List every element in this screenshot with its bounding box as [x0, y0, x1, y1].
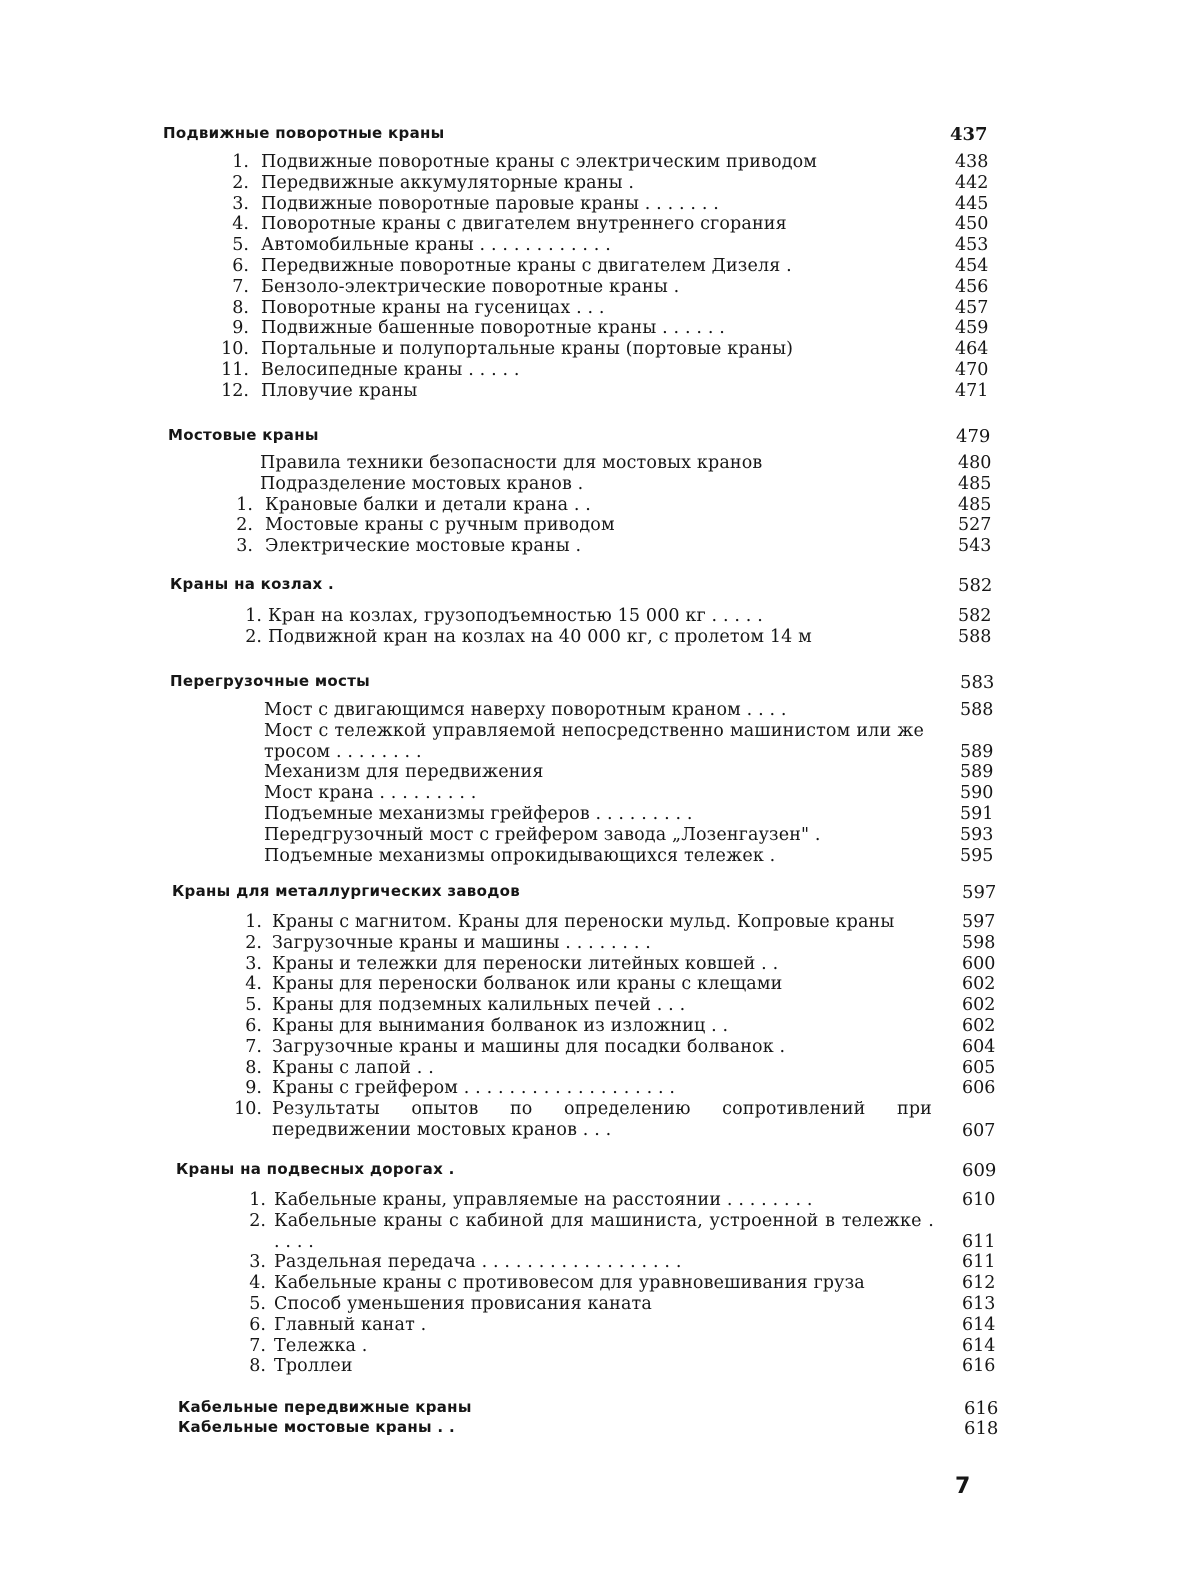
entry-page: 582 [958, 606, 992, 626]
entry-number: 2. [249, 1210, 266, 1231]
entry-number: 1. [236, 494, 253, 515]
page-number: 7 [955, 1474, 971, 1499]
toc-entry [0, 453, 1191, 474]
toc-entry [0, 1037, 1191, 1058]
entry-number: 11. [221, 359, 249, 380]
toc-entry [0, 318, 1191, 339]
entry-page: 589 [960, 762, 994, 783]
entry-title: Мост с двигающимся наверху поворотным краном . . . . [264, 700, 787, 720]
entry-page: 598 [962, 932, 996, 953]
entry-page: 457 [955, 297, 989, 318]
entry-number: 4. [232, 214, 249, 235]
entry-number: 6. [232, 255, 249, 276]
toc-entry [0, 152, 1191, 173]
section-heading [0, 882, 1191, 908]
toc-entry [0, 825, 1191, 846]
entry-page: 442 [955, 172, 989, 193]
entry-page: 600 [962, 953, 996, 974]
entry-title: Автомобильные краны . . . . . . . . . . . . [261, 235, 611, 256]
toc-entry [0, 721, 1191, 763]
entry-title: Механизм для передвижения [264, 762, 544, 783]
entry-page: 616 [962, 1356, 996, 1377]
entry-title: Подвижные башенные поворотные краны . . . . . . [261, 318, 725, 339]
entry-number: 1. [249, 1190, 266, 1210]
entry-page: 604 [962, 1036, 996, 1057]
entry-number: 8. [232, 297, 249, 318]
entry-page: 470 [955, 359, 989, 380]
toc-entry [0, 1356, 1191, 1377]
section-heading [0, 1418, 1191, 1444]
toc-entry [0, 1336, 1191, 1357]
toc-entry [0, 974, 1191, 995]
entry-number: 2. [232, 172, 249, 193]
entry-page: 613 [962, 1293, 996, 1314]
section-items [0, 1190, 1191, 1377]
section-page: 609 [962, 1160, 997, 1181]
entry-number: 1. [245, 912, 262, 932]
entry-title: Крановые балки и детали крана . . [265, 494, 592, 515]
toc-entry [0, 1078, 1191, 1099]
entry-number: 1. [245, 606, 262, 626]
entry-page: 612 [962, 1273, 996, 1294]
entry-page: 445 [955, 193, 989, 214]
entry-number: 2. [236, 515, 253, 536]
entry-page: 438 [955, 152, 989, 172]
entry-title: Подвижные поворотные краны с электрическим приводом [261, 152, 818, 172]
entry-page: 605 [962, 1057, 996, 1078]
toc-entry [0, 360, 1191, 381]
section-title: Краны на козлах . [170, 575, 334, 593]
entry-title: Подъемные механизмы опрокидывающихся тележек . [264, 845, 776, 866]
section-title: Краны на подвесных дорогах . [176, 1160, 455, 1178]
entry-title: Краны для вынимания болванок из изложниц . . [272, 1015, 729, 1036]
entry-number: 3. [236, 536, 253, 557]
entry-number: 7. [245, 1036, 262, 1057]
entry-title: Кран на козлах, грузоподъемностью 15 000 кг . . . . . [268, 606, 763, 626]
entry-number: 2. [245, 932, 262, 953]
entry-title: Краны для подземных калильных печей . . . [272, 995, 686, 1016]
entry-page: 588 [958, 626, 992, 647]
toc-entry [0, 606, 1191, 627]
entry-title: Передвижные аккумуляторные краны . [261, 172, 635, 193]
entry-number: 4. [245, 974, 262, 995]
entry-page: 597 [962, 912, 996, 932]
entry-title: Кабельные краны, управляемые на расстоянии . . . . . . . . [274, 1190, 813, 1210]
entry-number: 3. [249, 1252, 266, 1273]
section-page: 479 [956, 426, 991, 447]
entry-number: 3. [245, 953, 262, 974]
entry-number: 9. [245, 1078, 262, 1099]
toc-entry [0, 1252, 1191, 1273]
entry-title: Поворотные краны с двигателем внутреннего сгорания [261, 214, 787, 235]
toc-entry [0, 846, 1191, 867]
entry-number: 5. [232, 235, 249, 256]
entry-title: Бензоло-электрические поворотные краны . [261, 276, 680, 297]
entry-title: Загрузочные краны и машины . . . . . . . . [272, 932, 651, 953]
entry-page: 602 [962, 995, 996, 1016]
entry-number: 8. [245, 1057, 262, 1078]
section-heading [0, 426, 1191, 452]
entry-page: 614 [962, 1314, 996, 1335]
entry-number: 6. [245, 1015, 262, 1036]
toc-entry [0, 214, 1191, 235]
section-page: 597 [962, 882, 997, 903]
toc-entry [0, 700, 1191, 721]
section-page: 618 [964, 1418, 999, 1439]
entry-title: Электрические мостовые краны . [265, 536, 582, 557]
entry-number: 10. [221, 339, 249, 360]
entry-title: Тележка . [274, 1335, 368, 1356]
section-heading [0, 1160, 1191, 1186]
section-page: 437 [950, 124, 988, 145]
entry-title: Троллеи [274, 1356, 353, 1377]
section-page: 583 [960, 672, 995, 693]
entry-number: 8. [249, 1356, 266, 1377]
entry-page: 485 [958, 494, 992, 515]
entry-page: 453 [955, 235, 989, 256]
section-heading [0, 575, 1191, 601]
entry-number: 4. [249, 1273, 266, 1294]
entry-page: 485 [958, 473, 992, 494]
section-items [0, 606, 1191, 648]
entry-title: Пловучие краны [261, 380, 418, 401]
toc-entry [0, 1211, 1191, 1253]
entry-title: Кабельные краны с противовесом для уравновешивания груза [274, 1273, 865, 1294]
entry-page: 480 [958, 453, 992, 473]
entry-page: 527 [958, 515, 992, 536]
toc-entry [0, 1273, 1191, 1294]
entry-page: 611 [962, 1232, 996, 1253]
entry-title: Подъемные механизмы грейферов . . . . . . . . . [264, 803, 693, 824]
toc-entry [0, 627, 1191, 648]
entry-title: Поворотные краны на гусеницах . . . [261, 297, 605, 318]
toc-entry [0, 536, 1191, 557]
section-items [0, 912, 1191, 1141]
toc-entry [0, 1294, 1191, 1315]
entry-title: Мостовые краны с ручным приводом [265, 515, 615, 536]
entry-page: 588 [960, 700, 994, 720]
entry-page: 464 [955, 339, 989, 360]
entry-page: 450 [955, 214, 989, 235]
entry-title: Велосипедные краны . . . . . [261, 359, 520, 380]
entry-page: 593 [960, 824, 994, 845]
entry-title: Раздельная передача . . . . . . . . . . . . . . . . . . [274, 1252, 682, 1273]
entry-number: 12. [221, 380, 249, 401]
entry-title: Кабельные краны с кабиной для машиниста, устроенной в тележке . . . . . [274, 1210, 934, 1252]
entry-number: 3. [232, 193, 249, 214]
section-page: 582 [958, 575, 993, 596]
section-heading [0, 124, 1191, 150]
section-items [0, 453, 1191, 557]
entry-title: Мост с тележкой управляемой непосредственно машинистом или же тросом . . . . . . . . [264, 720, 924, 762]
entry-title: Передгрузочный мост с грейфером завода „Лозенгаузен" . [264, 824, 821, 845]
entry-title: Краны с магнитом. Краны для переноски мульд. Копровые краны [272, 912, 895, 932]
toc-entry [0, 783, 1191, 804]
entry-page: 611 [962, 1252, 996, 1273]
toc-entry [0, 1190, 1191, 1211]
entry-title: Подвижной кран на козлах на 40 000 кг, с пролетом 14 м [268, 626, 812, 647]
entry-number: 10. [234, 1099, 262, 1120]
toc-entry [0, 381, 1191, 402]
toc-entry [0, 1099, 1191, 1141]
entry-number: 6. [249, 1314, 266, 1335]
entry-number: 7. [249, 1335, 266, 1356]
section-title: Кабельные мостовые краны . . [178, 1418, 455, 1436]
toc-entry [0, 804, 1191, 825]
entry-page: 610 [962, 1190, 996, 1210]
entry-page: 456 [955, 276, 989, 297]
toc-entry [0, 912, 1191, 933]
toc-entry [0, 277, 1191, 298]
toc-entry [0, 762, 1191, 783]
section-title: Кабельные передвижные краны [178, 1398, 472, 1416]
entry-page: 454 [955, 255, 989, 276]
entry-number: 7. [232, 276, 249, 297]
toc-entry [0, 194, 1191, 215]
toc-entry [0, 954, 1191, 975]
entry-title: Загрузочные краны и машины для посадки болванок . [272, 1036, 786, 1057]
toc-entry [0, 235, 1191, 256]
entry-number: 5. [245, 995, 262, 1016]
section-items [0, 700, 1191, 866]
entry-number: 5. [249, 1293, 266, 1314]
entry-title: Главный канат . [274, 1314, 427, 1335]
entry-page: 595 [960, 845, 994, 866]
entry-title: Способ уменьшения провисания каната [274, 1293, 652, 1314]
entry-page: 614 [962, 1335, 996, 1356]
toc-entry [0, 515, 1191, 536]
entry-page: 590 [960, 783, 994, 804]
section-heading [0, 672, 1191, 698]
toc-entry [0, 474, 1191, 495]
entry-title: Подразделение мостовых кранов . [260, 473, 584, 494]
section-page: 616 [964, 1398, 999, 1419]
toc-entry [0, 339, 1191, 360]
section-items [0, 152, 1191, 402]
entry-title: Мост крана . . . . . . . . . [264, 783, 477, 804]
toc-entry [0, 256, 1191, 277]
entry-page: 589 [960, 742, 994, 763]
entry-title: Передвижные поворотные краны с двигателем Дизеля . [261, 255, 792, 276]
toc-entry [0, 995, 1191, 1016]
section-title: Мостовые краны [168, 426, 319, 444]
entry-number: 9. [232, 318, 249, 339]
entry-title: Подвижные поворотные паровые краны . . . . . . . [261, 193, 719, 214]
entry-page: 607 [962, 1120, 996, 1141]
entry-page: 543 [958, 536, 992, 557]
section-title: Краны для металлургических заводов [172, 882, 521, 900]
entry-title: Краны с лапой . . [272, 1057, 434, 1078]
entry-page: 602 [962, 974, 996, 995]
toc-entry [0, 1016, 1191, 1037]
toc-entry [0, 495, 1191, 516]
toc-entry [0, 173, 1191, 194]
toc-entry [0, 1315, 1191, 1336]
entry-page: 471 [955, 380, 989, 401]
entry-page: 459 [955, 318, 989, 339]
entry-title: Правила техники безопасности для мостовых кранов [260, 453, 763, 473]
toc-entry [0, 298, 1191, 319]
toc-entry [0, 1058, 1191, 1079]
entry-title: Краны для переноски болванок или краны с клещами [272, 974, 783, 995]
entry-page: 602 [962, 1015, 996, 1036]
entry-number: 1. [232, 152, 249, 172]
section-title: Перегрузочные мосты [170, 672, 371, 690]
toc-entry [0, 933, 1191, 954]
entry-title: Краны и тележки для переноски литейных ковшей . . [272, 953, 779, 974]
entry-title: Краны с грейфером . . . . . . . . . . . . . . . . . . . [272, 1078, 676, 1099]
entry-title: Результаты опытов по определению сопротивлений при передвижении мостовых кранов . . . [272, 1099, 932, 1140]
entry-page: 606 [962, 1078, 996, 1099]
entry-number: 2. [245, 626, 262, 647]
entry-page: 591 [960, 803, 994, 824]
entry-title: Портальные и полупортальные краны (портовые краны) [261, 339, 794, 360]
section-title: Подвижные поворотные краны [163, 124, 445, 142]
